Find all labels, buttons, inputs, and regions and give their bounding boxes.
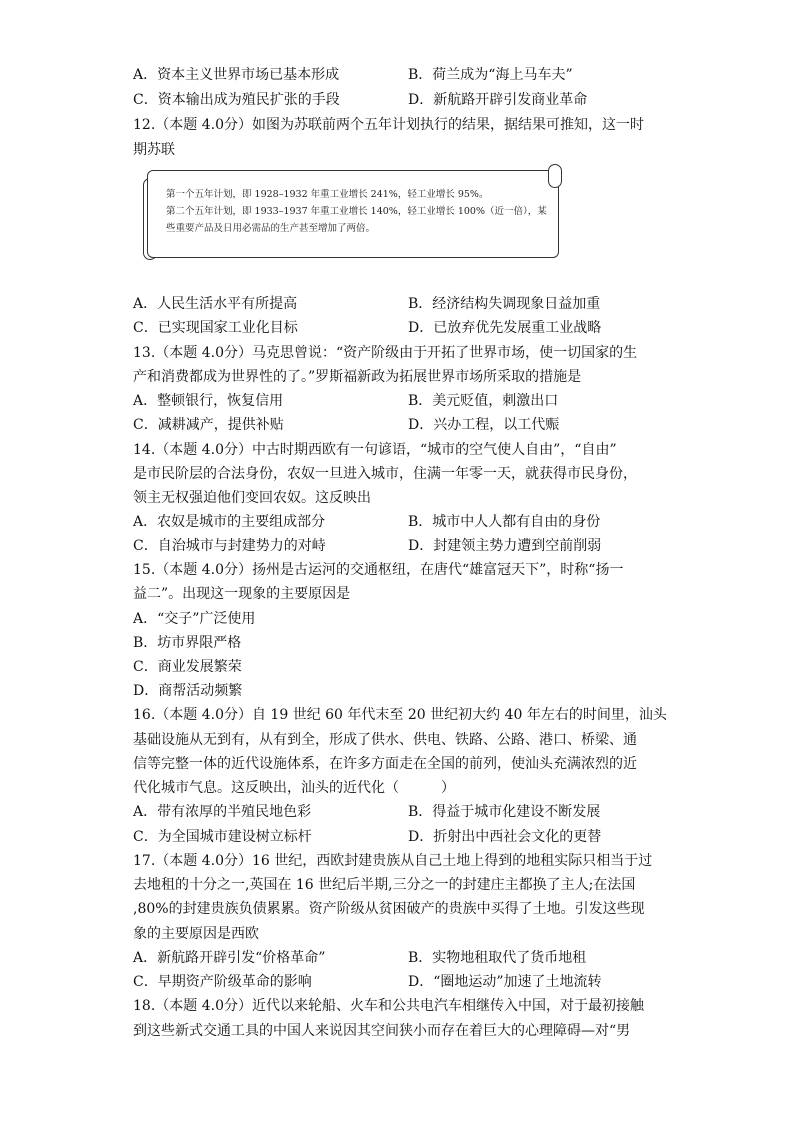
- scroll-right-curl: [548, 164, 562, 188]
- q17-option-c: C．早期资产阶级革命的影响: [133, 974, 312, 990]
- q15-stem-line-2: 益二”。出现这一现象的主要原因是: [133, 586, 351, 602]
- q17-option-a: A．新航路开辟引发“价格革命”: [133, 950, 326, 966]
- q14-option-a: A．农奴是城市的主要组成部分: [133, 514, 326, 530]
- q15-option-b: B．坊市界限严格: [133, 635, 242, 651]
- scroll-line-3: 些重要产品及日用必需品的生产甚至增加了两倍。: [166, 223, 376, 234]
- q16-option-a: A．带有浓厚的半殖民地色彩: [133, 804, 312, 820]
- q17-stem-line-4: 象的主要原因是西欧: [133, 926, 259, 942]
- scroll-line-2: 第二个五年计划，即 1933–1937 年重工业增长 140%，轻工业增长 100%（近一倍），某: [166, 206, 547, 217]
- q16-stem-line-2: 基础设施从无到有，从有到全，形成了供水、供电、铁路、公路、港口、桥梁、通: [133, 732, 637, 748]
- q16-stem-line-4: 代化城市气息。这反映出，汕头的近代化（ ）: [133, 780, 455, 796]
- q18-stem-line-1: 18.（本题 4.0分）近代以来轮船、火车和公共电汽车相继传入中国，对于最初接触: [133, 998, 644, 1014]
- q14-stem-line-3: 领主无权强迫他们变回农奴。这反映出: [133, 490, 371, 506]
- q14-stem-line-1: 14.（本题 4.0分）中古时期西欧有一句谚语，“城市的空气使人自由”，“自由”: [133, 442, 617, 458]
- q14-option-c: C．自治城市与封建势力的对峙: [133, 538, 326, 554]
- q12-option-b: B．经济结构失调现象日益加重: [408, 296, 601, 312]
- q13-option-c: C．减耕减产，提供补贴: [133, 417, 284, 433]
- q15-option-c: C．商业发展繁荣: [133, 659, 242, 675]
- q13-option-a: A．整顿银行，恢复信用: [133, 393, 284, 409]
- q12-stem-line-2: 期苏联: [133, 142, 175, 158]
- q16-stem-line-1: 16.（本题 4.0分）自 19 世纪 60 年代末至 20 世纪初大约 40 年左右的时间里，汕头: [133, 707, 667, 723]
- q14-stem-line-2: 是市民阶层的合法身份，农奴一旦进入城市，住满一年零一天，就获得市民身份，: [133, 466, 637, 482]
- q16-option-d: D．折射出中西社会文化的更替: [408, 829, 602, 845]
- scroll-line-1: 第一个五年计划，即 1928–1932 年重工业增长 241%，轻工业增长 95%。: [166, 189, 489, 200]
- q16-option-c: C．为全国城市建设树立标杆: [133, 829, 312, 845]
- q18-stem-line-2: 到这些新式交通工具的中国人来说因其空间狭小而存在着巨大的心理障碍—对“男: [133, 1023, 631, 1039]
- q15-stem-line-1: 15.（本题 4.0分）扬州是古运河的交通枢纽，在唐代“雄富冠天下”，时称“扬一: [133, 562, 624, 578]
- q11-option-a: A．资本主义世界市场已基本形成: [133, 67, 340, 83]
- q17-stem-line-3: ,80%的封建贵族负债累累。资产阶级从贫困破产的贵族中买得了土地。引发这些现: [133, 901, 645, 917]
- q17-stem-line-1: 17.（本题 4.0分）16 世纪，西欧封建贵族从自己土地上得到的地租实际只相当于过: [133, 853, 653, 869]
- q11-option-d: D．新航路开辟引发商业革命: [408, 92, 588, 108]
- q13-option-d: D．兴办工程，以工代赈: [408, 417, 560, 433]
- q12-option-c: C．已实现国家工业化目标: [133, 320, 298, 336]
- q13-stem-line-2: 产和消费都成为世界性的了。”罗斯福新政为拓展世界市场所采取的措施是: [133, 369, 582, 385]
- q14-option-d: D．封建领主势力遭到空前削弱: [408, 538, 602, 554]
- scroll-figure-text: [166, 186, 554, 237]
- q17-stem-line-2: 去地租的十分之一,英国在 16 世纪后半期,三分之一的封建庄主都换了主人;在法国: [133, 877, 636, 893]
- q17-option-b: B．实物地租取代了货币地租: [408, 950, 587, 966]
- q15-option-d: D．商帮活动频繁: [133, 683, 243, 699]
- q11-option-b: B．荷兰成为“海上马车夫”: [408, 67, 573, 83]
- q14-option-b: B．城市中人人都有自由的身份: [408, 514, 601, 530]
- q13-stem-line-1: 13.（本题 4.0分）马克思曾说：“资产阶级由于开拓了世界市场，使一切国家的生: [133, 345, 638, 361]
- q11-option-c: C．资本输出成为殖民扩张的手段: [133, 92, 340, 108]
- q15-option-a: A．“交子”广泛使用: [133, 611, 256, 627]
- q12-stem-line-1: 12.（本题 4.0分）如图为苏联前两个五年计划执行的结果，据结果可推知，这一时: [133, 117, 644, 133]
- q17-option-d: D．“圈地运动”加速了土地流转: [408, 974, 602, 990]
- q12-option-d: D．已放弃优先发展重工业战略: [408, 320, 602, 336]
- q12-option-a: A．人民生活水平有所提高: [133, 296, 298, 312]
- q13-option-b: B．美元贬值，刺激出口: [408, 393, 559, 409]
- q16-stem-line-3: 信等完整一体的近代设施体系，在许多方面走在全国的前列，使汕头充满浓烈的近: [133, 756, 637, 772]
- q16-option-b: B．得益于城市化建设不断发展: [408, 804, 601, 820]
